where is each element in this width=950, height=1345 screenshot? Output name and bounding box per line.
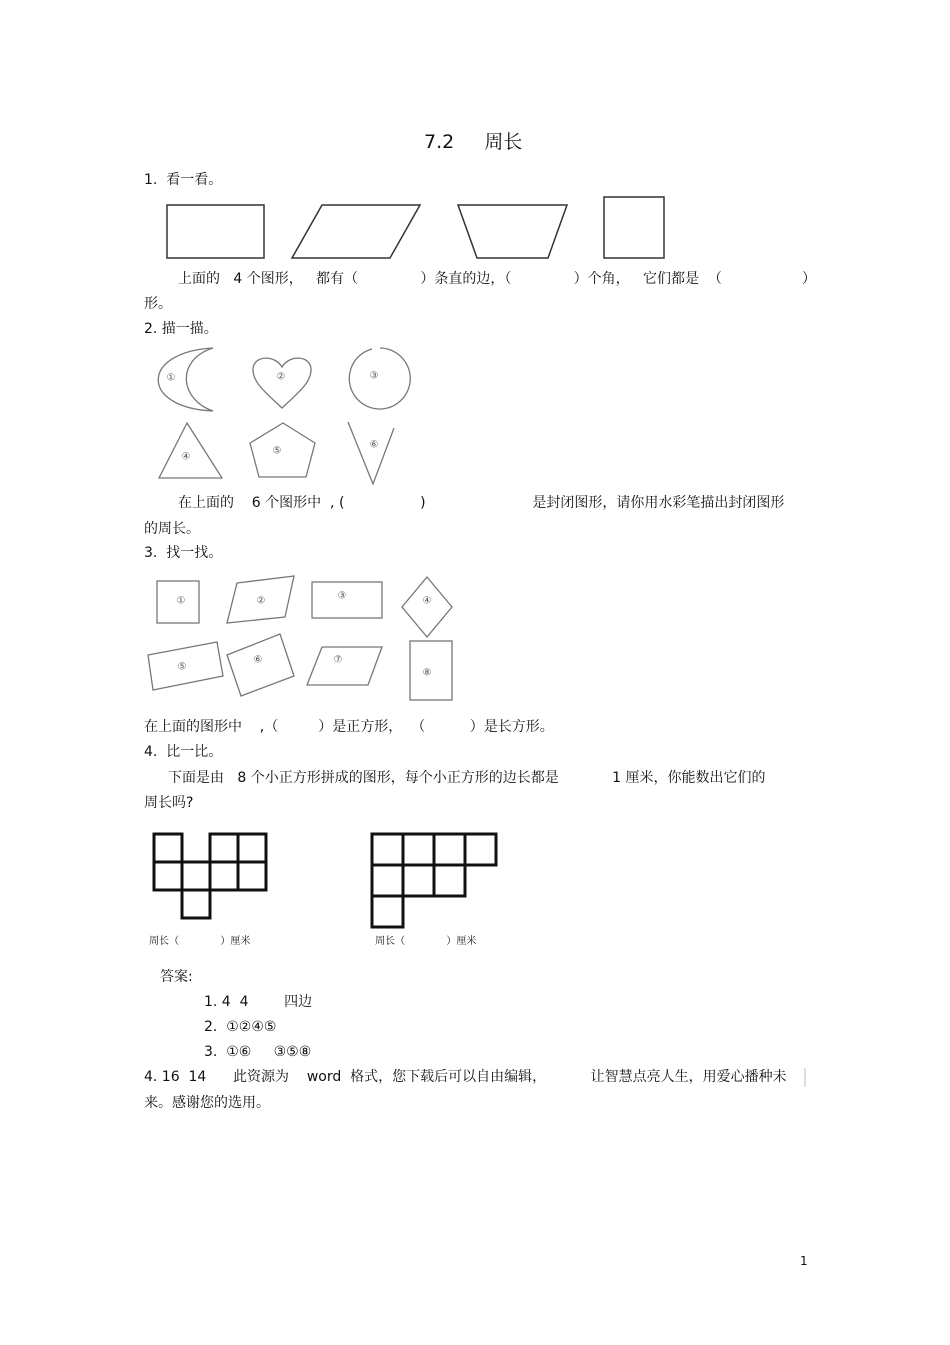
q3-label-6: ⑥: [253, 654, 263, 666]
q1-text-line1: 上面的 4 个图形， 都有（ ）条直的边，（ ）个角， 它们都是 （ ）: [178, 271, 817, 287]
q4-figure-right: [372, 834, 496, 927]
q3-shape-7-parallelogram: [307, 647, 382, 685]
q4-heading: 4. 比一比。: [144, 744, 223, 760]
q1-heading: 1. 看一看。: [144, 172, 223, 188]
q2-text-line2: 的周长。: [144, 521, 200, 537]
answer-4-continued: 来。感谢您的选用。: [144, 1095, 270, 1111]
q3-shape-3-rectangle: [312, 582, 382, 618]
q2-label-3: ③: [369, 370, 379, 382]
q2-label-1: ①: [166, 372, 176, 384]
q2-pentagon: [250, 423, 315, 477]
q1-trapezoid: [458, 205, 567, 258]
q2-label-4: ④: [181, 451, 191, 463]
q4-figure-left: [154, 834, 266, 918]
q1-square: [604, 197, 664, 258]
q3-text-line1: 在上面的图形中 ,（ ）是正方形， （ ）是长方形。: [144, 719, 554, 735]
q4-caption-right: 周长（ ）厘米: [375, 936, 477, 947]
q2-heading: 2. 描一描。: [144, 321, 218, 337]
q3-label-4: ④: [422, 595, 432, 607]
q4-caption-left: 周长（ ）厘米: [149, 936, 251, 947]
answer-4: 4. 16 14 此资源为 word 格式，您下载后可以自由编辑， 让智慧点亮人生，用爱心播种未: [144, 1069, 787, 1085]
page-number: 1: [800, 1254, 808, 1268]
q3-label-7: ⑦: [333, 654, 343, 666]
q1-rectangle: [167, 205, 264, 258]
q3-label-5: ⑤: [177, 661, 187, 673]
answers-heading: 答案:: [160, 969, 193, 985]
q3-label-3: ③: [337, 590, 347, 602]
q2-triangle: [159, 423, 222, 478]
q2-heart: [253, 358, 311, 408]
q4-text-line1: 下面是由 8 个小正方形拼成的图形，每个小正方形的边长都是 1 厘米，你能数出它们的: [168, 770, 766, 786]
answer-1: 1. 4 4 四边: [204, 994, 313, 1010]
q1-text-line2: 形。: [144, 296, 172, 312]
q2-text-line1: 在上面的 6 个图形中 , ( ) 是封闭图形，请你用水彩笔描出封闭图形: [178, 495, 785, 511]
q2-open-circle: [349, 348, 410, 409]
q1-parallelogram: [292, 205, 420, 258]
q2-label-6: ⑥: [369, 439, 379, 451]
q3-label-8: ⑧: [422, 667, 432, 679]
page-title: 7.2 周长: [424, 131, 523, 153]
answer-3: 3. ①⑥ ③⑤⑧: [204, 1044, 312, 1060]
q4-text-line2: 周长吗?: [144, 795, 194, 811]
q2-open-v: [348, 422, 394, 484]
q2-label-5: ⑤: [272, 445, 282, 457]
q3-label-2: ②: [256, 595, 266, 607]
q2-label-2: ②: [276, 371, 286, 383]
q3-heading: 3. 找一找。: [144, 545, 223, 561]
answer-2: 2. ①②④⑤: [204, 1019, 277, 1035]
q3-label-1: ①: [176, 595, 186, 607]
q3-shape-4-rhombus: [402, 577, 452, 637]
